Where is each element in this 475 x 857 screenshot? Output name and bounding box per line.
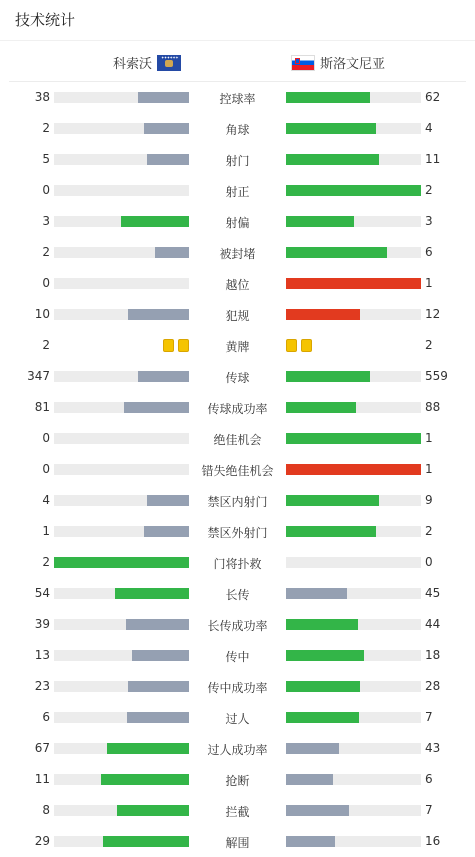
home-stat-bar-fill bbox=[155, 247, 189, 258]
home-stat-bar-fill bbox=[117, 805, 189, 816]
stat-label: 黄牌 bbox=[225, 340, 250, 354]
home-stat-value: 2 bbox=[42, 121, 50, 135]
stat-row bbox=[0, 206, 475, 237]
home-stat-value: 0 bbox=[42, 183, 50, 197]
home-stat-bar bbox=[54, 650, 189, 661]
stat-label: 传球 bbox=[225, 371, 250, 385]
stat-row bbox=[0, 268, 475, 299]
away-stat-bar-fill bbox=[286, 278, 421, 289]
stat-row bbox=[0, 578, 475, 609]
slovenia-flag-icon bbox=[291, 55, 315, 71]
stat-row bbox=[0, 82, 475, 113]
home-stat-bar-fill bbox=[147, 154, 189, 165]
home-stat-bar bbox=[54, 712, 189, 723]
home-stat-value: 29 bbox=[34, 834, 50, 848]
away-stat-bar bbox=[286, 619, 421, 630]
away-stat-bar bbox=[286, 526, 421, 537]
away-stat-bar-fill bbox=[286, 526, 376, 537]
away-stat-bar bbox=[286, 278, 421, 289]
yellow-card-icon bbox=[178, 339, 189, 352]
away-stat-bar-fill bbox=[286, 433, 421, 444]
home-stat-bar bbox=[54, 619, 189, 630]
stat-label: 解围 bbox=[225, 836, 250, 850]
away-stat-bar bbox=[286, 309, 421, 320]
home-stat-bar-fill bbox=[138, 92, 189, 103]
kosovo-flag-icon: ✦✦✦✦✦✦ bbox=[157, 55, 181, 71]
home-stat-bar bbox=[54, 185, 189, 196]
stat-row bbox=[0, 516, 475, 547]
stat-label: 错失绝佳机会 bbox=[201, 464, 274, 478]
home-stat-value: 0 bbox=[42, 431, 50, 445]
home-stat-bar bbox=[54, 805, 189, 816]
home-stat-bar-fill bbox=[54, 557, 189, 568]
away-stat-value: 88 bbox=[425, 400, 441, 414]
home-stat-bar bbox=[54, 495, 189, 506]
home-stat-bar bbox=[54, 402, 189, 413]
stat-label: 抢断 bbox=[225, 774, 250, 788]
home-stat-value: 38 bbox=[34, 90, 50, 104]
away-stat-bar-fill bbox=[286, 402, 356, 413]
stat-row bbox=[0, 361, 475, 392]
home-stat-value: 3 bbox=[42, 214, 50, 228]
home-stat-bar bbox=[54, 774, 189, 785]
home-stat-value: 4 bbox=[42, 493, 50, 507]
stat-label: 传中 bbox=[225, 650, 250, 664]
away-stat-value: 1 bbox=[425, 276, 433, 290]
away-stat-value: 62 bbox=[425, 90, 441, 104]
home-stat-bar-fill bbox=[127, 712, 189, 723]
home-stat-bar-fill bbox=[121, 216, 189, 227]
away-stat-bar bbox=[286, 247, 421, 258]
away-stat-bar-fill bbox=[286, 216, 354, 227]
away-team[interactable] bbox=[291, 53, 385, 72]
home-stat-bar bbox=[54, 309, 189, 320]
stat-row bbox=[0, 547, 475, 578]
away-stat-bar-fill bbox=[286, 712, 359, 723]
stat-label: 禁区内射门 bbox=[207, 495, 268, 509]
away-stat-value: 44 bbox=[425, 617, 441, 631]
away-stat-bar bbox=[286, 743, 421, 754]
away-stat-value: 11 bbox=[425, 152, 441, 166]
home-stat-value: 0 bbox=[42, 276, 50, 290]
home-stat-bar-fill bbox=[103, 836, 189, 847]
away-stat-bar bbox=[286, 774, 421, 785]
away-stat-value: 7 bbox=[425, 803, 433, 817]
away-stat-bar-fill bbox=[286, 588, 347, 599]
away-stat-bar-fill bbox=[286, 774, 333, 785]
home-stat-bar-fill bbox=[147, 495, 189, 506]
away-stat-bar bbox=[286, 123, 421, 134]
home-stat-value: 5 bbox=[42, 152, 50, 166]
stat-row bbox=[0, 609, 475, 640]
away-stat-bar-fill bbox=[286, 371, 370, 382]
away-stat-bar-fill bbox=[286, 154, 379, 165]
stat-label: 射门 bbox=[225, 154, 250, 168]
stat-row bbox=[0, 485, 475, 516]
home-stat-bar bbox=[54, 216, 189, 227]
away-stat-bar bbox=[286, 495, 421, 506]
away-stat-value: 7 bbox=[425, 710, 433, 724]
home-stat-bar-fill bbox=[101, 774, 189, 785]
stat-label: 门将扑救 bbox=[213, 557, 262, 571]
away-stat-bar bbox=[286, 805, 421, 816]
home-stat-value: 2 bbox=[42, 338, 50, 352]
stat-label: 犯规 bbox=[225, 309, 250, 323]
away-stat-value: 3 bbox=[425, 214, 433, 228]
home-stat-bar-fill bbox=[124, 402, 189, 413]
stat-row bbox=[0, 330, 475, 361]
stat-label: 禁区外射门 bbox=[207, 526, 268, 540]
stat-row bbox=[0, 299, 475, 330]
stat-row bbox=[0, 640, 475, 671]
away-stat-bar bbox=[286, 464, 421, 475]
stat-row bbox=[0, 826, 475, 857]
away-stat-bar bbox=[286, 371, 421, 382]
home-stat-bar-fill bbox=[128, 309, 189, 320]
stat-row bbox=[0, 733, 475, 764]
away-stat-bar-fill bbox=[286, 805, 349, 816]
stat-row bbox=[0, 795, 475, 826]
away-team-name: 斯洛文尼亚 bbox=[320, 57, 386, 72]
home-stat-bar bbox=[54, 92, 189, 103]
stat-row bbox=[0, 237, 475, 268]
stat-label: 射偏 bbox=[225, 216, 250, 230]
stat-label: 越位 bbox=[225, 278, 250, 292]
teams-header bbox=[9, 41, 466, 82]
away-stat-bar-fill bbox=[286, 185, 421, 196]
stat-row bbox=[0, 113, 475, 144]
away-stat-value: 2 bbox=[425, 183, 433, 197]
home-stat-bar bbox=[54, 464, 189, 475]
away-stat-bar bbox=[286, 712, 421, 723]
home-stat-bar bbox=[54, 433, 189, 444]
away-stat-bar-fill bbox=[286, 495, 379, 506]
home-stat-bar bbox=[54, 836, 189, 847]
home-team-name: 科索沃 bbox=[112, 57, 152, 72]
away-stat-bar bbox=[286, 588, 421, 599]
home-stat-bar bbox=[54, 681, 189, 692]
away-stat-bar-fill bbox=[286, 836, 335, 847]
stat-row bbox=[0, 175, 475, 206]
stat-row bbox=[0, 671, 475, 702]
stat-label: 绝佳机会 bbox=[213, 433, 262, 447]
stat-label: 长传 bbox=[225, 588, 250, 602]
away-stat-bar bbox=[286, 557, 421, 568]
stat-row bbox=[0, 423, 475, 454]
away-stat-value: 43 bbox=[425, 741, 441, 755]
home-stat-bar bbox=[54, 154, 189, 165]
home-stat-bar bbox=[54, 557, 189, 568]
home-stat-bar-fill bbox=[128, 681, 189, 692]
away-stat-value: 559 bbox=[425, 369, 448, 383]
away-stat-value: 1 bbox=[425, 431, 433, 445]
home-stat-value: 347 bbox=[27, 369, 50, 383]
stat-label: 拦截 bbox=[225, 805, 250, 819]
home-team[interactable] bbox=[113, 53, 181, 72]
away-stat-bar bbox=[286, 92, 421, 103]
stat-row bbox=[0, 454, 475, 485]
away-stat-value: 6 bbox=[425, 245, 433, 259]
away-stat-bar bbox=[286, 154, 421, 165]
stat-row bbox=[0, 144, 475, 175]
stat-label: 控球率 bbox=[219, 92, 256, 106]
home-stat-value: 39 bbox=[34, 617, 50, 631]
stat-label: 过人 bbox=[225, 712, 250, 726]
home-stat-bar bbox=[54, 526, 189, 537]
home-stat-value: 23 bbox=[34, 679, 50, 693]
away-stat-bar bbox=[286, 216, 421, 227]
home-stat-value: 67 bbox=[34, 741, 50, 755]
away-stat-bar-fill bbox=[286, 309, 360, 320]
page-title: 技术统计 bbox=[0, 0, 475, 41]
away-stat-value: 9 bbox=[425, 493, 433, 507]
home-stat-value: 81 bbox=[34, 400, 50, 414]
stats-list bbox=[0, 82, 475, 857]
away-stat-bar-fill bbox=[286, 92, 370, 103]
stat-label: 传球成功率 bbox=[207, 402, 268, 416]
stat-label: 传中成功率 bbox=[207, 681, 268, 695]
home-stat-value: 0 bbox=[42, 462, 50, 476]
stat-row bbox=[0, 392, 475, 423]
away-stat-bar bbox=[286, 433, 421, 444]
home-stat-value: 8 bbox=[42, 803, 50, 817]
stat-label: 角球 bbox=[225, 123, 250, 137]
away-stat-value: 2 bbox=[425, 524, 433, 538]
away-stat-value: 12 bbox=[425, 307, 441, 321]
stat-label: 过人成功率 bbox=[207, 743, 268, 757]
away-stat-value: 2 bbox=[425, 338, 433, 352]
away-stat-value: 45 bbox=[425, 586, 441, 600]
away-stat-bar-fill bbox=[286, 247, 387, 258]
away-stat-bar-fill bbox=[286, 743, 339, 754]
home-stat-value: 2 bbox=[42, 555, 50, 569]
home-stat-value: 13 bbox=[34, 648, 50, 662]
home-stat-bar-fill bbox=[107, 743, 189, 754]
away-stat-value: 6 bbox=[425, 772, 433, 786]
home-stat-bar-fill bbox=[132, 650, 189, 661]
away-stat-bar-fill bbox=[286, 123, 376, 134]
away-stat-value: 18 bbox=[425, 648, 441, 662]
away-stat-bar bbox=[286, 650, 421, 661]
away-stat-bar bbox=[286, 836, 421, 847]
away-stat-bar bbox=[286, 185, 421, 196]
home-stat-bar-fill bbox=[126, 619, 189, 630]
home-stat-value: 11 bbox=[34, 772, 50, 786]
home-yellow-cards bbox=[163, 339, 189, 352]
stat-label: 长传成功率 bbox=[207, 619, 268, 633]
stat-row bbox=[0, 702, 475, 733]
stat-row bbox=[0, 764, 475, 795]
stat-label: 射正 bbox=[225, 185, 250, 199]
away-yellow-cards bbox=[286, 339, 312, 352]
away-stat-bar-fill bbox=[286, 650, 364, 661]
yellow-card-icon bbox=[163, 339, 174, 352]
away-stat-bar-fill bbox=[286, 681, 360, 692]
home-stat-value: 10 bbox=[34, 307, 50, 321]
away-stat-bar-fill bbox=[286, 619, 358, 630]
away-stat-bar bbox=[286, 681, 421, 692]
home-stat-value: 54 bbox=[34, 586, 50, 600]
away-stat-value: 16 bbox=[425, 834, 441, 848]
away-stat-bar-fill bbox=[286, 464, 421, 475]
home-stat-bar bbox=[54, 247, 189, 258]
home-stat-bar-fill bbox=[144, 123, 189, 134]
home-stat-value: 2 bbox=[42, 245, 50, 259]
home-stat-value: 6 bbox=[42, 710, 50, 724]
away-stat-value: 28 bbox=[425, 679, 441, 693]
home-stat-bar bbox=[54, 123, 189, 134]
stat-label: 被封堵 bbox=[219, 247, 256, 261]
home-stat-bar bbox=[54, 588, 189, 599]
home-stat-bar bbox=[54, 278, 189, 289]
home-stat-bar bbox=[54, 743, 189, 754]
away-stat-value: 0 bbox=[425, 555, 433, 569]
away-stat-value: 4 bbox=[425, 121, 433, 135]
home-stat-bar-fill bbox=[115, 588, 189, 599]
home-stat-bar-fill bbox=[138, 371, 189, 382]
yellow-card-icon bbox=[301, 339, 312, 352]
home-stat-value: 1 bbox=[42, 524, 50, 538]
home-stat-bar bbox=[54, 371, 189, 382]
away-stat-value: 1 bbox=[425, 462, 433, 476]
away-stat-bar bbox=[286, 402, 421, 413]
home-stat-bar-fill bbox=[144, 526, 189, 537]
yellow-card-icon bbox=[286, 339, 297, 352]
